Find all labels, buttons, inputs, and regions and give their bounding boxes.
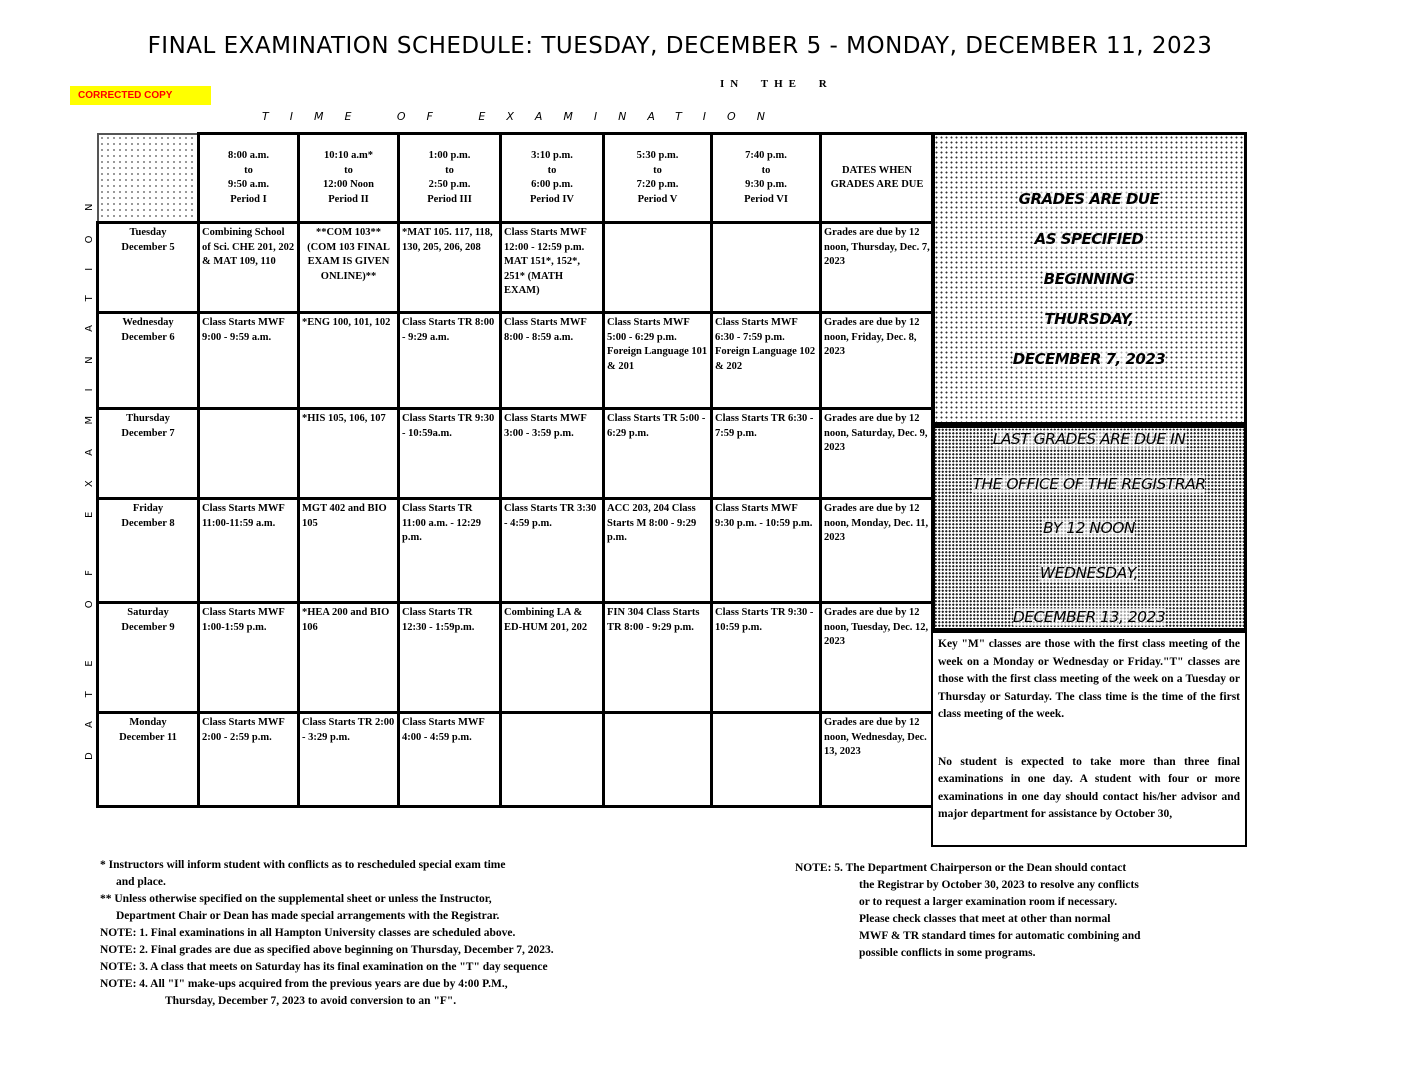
day-cell: Monday December 11 xyxy=(98,713,199,807)
grades-due-cell: Grades are due by 12 noon, Saturday, Dec. 9, 2023 xyxy=(821,409,934,499)
table-row xyxy=(98,409,934,499)
exam-cell: Class Starts MWF 11:00-11:59 a.m. xyxy=(199,499,299,603)
grades-due-cell: Grades are due by 12 noon, Wednesday, Dec. 13, 2023 xyxy=(821,713,934,807)
time-axis-label: TIME OF EXAMINATION xyxy=(262,110,786,123)
footnotes-right xyxy=(795,860,1215,962)
notice-line: LAST GRADES ARE DUE IN xyxy=(992,430,1186,448)
footnote-line: * Instructors will inform student with conflicts as to rescheduled special exam time xyxy=(100,859,506,871)
exam-cell xyxy=(199,409,299,499)
exam-cell: Class Starts MWF 2:00 - 2:59 p.m. xyxy=(199,713,299,807)
table-row xyxy=(98,313,934,409)
exam-cell xyxy=(712,713,821,807)
day-cell: Tuesday December 5 xyxy=(98,223,199,313)
day-cell: Saturday December 9 xyxy=(98,603,199,713)
column-header-period-6: 7:40 p.m. to 9:30 p.m. Period VI xyxy=(712,134,821,223)
corner-cell xyxy=(98,134,199,223)
table-row xyxy=(98,499,934,603)
corrected-copy-badge: CORRECTED COPY xyxy=(70,86,211,105)
exam-cell: MGT 402 and BIO 105 xyxy=(299,499,399,603)
exam-cell: Class Starts TR 9:30 - 10:59a.m. xyxy=(399,409,501,499)
notice-line: WEDNESDAY, xyxy=(1039,563,1139,582)
column-header-period-4: 3:10 p.m. to 6:00 p.m. Period IV xyxy=(501,134,604,223)
day-cell: Friday December 8 xyxy=(98,499,199,603)
key-explanation: Key "M" classes are those with the first class meeting of the week on a Monday or Wednesday or Friday."T" classes are those with the first class meeting of the week on a Tuesday or Thursday or Saturday. The class time is the time of the first class meeting of the week. xyxy=(938,638,1240,720)
grades-due-cell: Grades are due by 12 noon, Friday, Dec. 8, 2023 xyxy=(821,313,934,409)
exam-cell: FIN 304 Class Starts TR 8:00 - 9:29 p.m. xyxy=(604,603,712,713)
exam-cell: Class Starts TR 11:00 a.m. - 12:29 p.m. xyxy=(399,499,501,603)
exam-cell: Combining LA & ED-HUM 201, 202 xyxy=(501,603,604,713)
footnote-line: NOTE: 3. A class that meets on Saturday has its final examination on the "T" day sequence xyxy=(100,961,548,973)
column-header-period-2: 10:10 a.m* to 12:00 Noon Period II xyxy=(299,134,399,223)
exam-cell: *MAT 105. 117, 118, 130, 205, 206, 208 xyxy=(399,223,501,313)
exam-cell: *ENG 100, 101, 102 xyxy=(299,313,399,409)
page-title: FINAL EXAMINATION SCHEDULE: TUESDAY, DECEMBER 5 - MONDAY, DECEMBER 11, 2023 xyxy=(147,33,1213,59)
exam-cell: *HEA 200 and BIO 106 xyxy=(299,603,399,713)
exam-cell: ACC 203, 204 Class Starts M 8:00 - 9:29 p.m. xyxy=(604,499,712,603)
notice-line: AS SPECIFIED xyxy=(1034,229,1144,248)
exam-schedule-table xyxy=(96,132,935,808)
column-header-grades-due: DATES WHEN GRADES ARE DUE xyxy=(821,134,934,223)
column-header-period-1: 8:00 a.m. to 9:50 a.m. Period I xyxy=(199,134,299,223)
footnote-line: MWF & TR standard times for automatic combining and xyxy=(859,930,1141,942)
footnote-line: Thursday, December 7, 2023 to avoid conversion to an "F". xyxy=(165,995,457,1007)
exam-cell: Class Starts TR 9:30 - 10:59 p.m. xyxy=(712,603,821,713)
table-row xyxy=(98,713,934,807)
footnotes-left xyxy=(100,857,660,1010)
footnote-line: NOTE: 5. The Department Chairperson or the Dean should contact xyxy=(795,862,1127,874)
notice-line: GRADES ARE DUE xyxy=(1018,189,1160,208)
header-row xyxy=(98,134,934,223)
exam-cell xyxy=(501,713,604,807)
footnote-line: possible conflicts in some programs. xyxy=(859,947,1036,959)
exam-cell: Class Starts MWF 4:00 - 4:59 p.m. xyxy=(399,713,501,807)
exam-cell: Class Starts MWF 6:30 - 7:59 p.m. Foreign Language 102 & 202 xyxy=(712,313,821,409)
notice-line: DECEMBER 7, 2023 xyxy=(1012,349,1166,368)
exam-cell: Class Starts TR 6:30 - 7:59 p.m. xyxy=(712,409,821,499)
exam-cell xyxy=(604,223,712,313)
exam-cell: Class Starts TR 2:00 - 3:29 p.m. xyxy=(299,713,399,807)
day-cell: Thursday December 7 xyxy=(98,409,199,499)
column-header-period-3: 1:00 p.m. to 2:50 p.m. Period III xyxy=(399,134,501,223)
exam-cell: Class Starts TR 3:30 - 4:59 p.m. xyxy=(501,499,604,603)
notice-line: THURSDAY, xyxy=(1044,309,1134,328)
exam-cell xyxy=(604,713,712,807)
exam-cell: *HIS 105, 106, 107 xyxy=(299,409,399,499)
notice-line: DECEMBER 13, 2023 xyxy=(1012,608,1166,626)
footnote-line: Department Chair or Dean has made special arrangements with the Registrar. xyxy=(116,910,500,922)
notice-line: BEGINNING xyxy=(1043,269,1135,288)
grades-due-cell: Grades are due by 12 noon, Monday, Dec. 11, 2023 xyxy=(821,499,934,603)
notice-line: THE OFFICE OF THE REGISTRAR xyxy=(972,474,1206,493)
footnote-line: NOTE: 1. Final examinations in all Hampton University classes are scheduled above. xyxy=(100,927,516,939)
exam-cell: Class Starts MWF 1:00-1:59 p.m. xyxy=(199,603,299,713)
footnote-line: and place. xyxy=(116,876,166,888)
day-cell: Wednesday December 6 xyxy=(98,313,199,409)
footnote-line: NOTE: 4. All "I" make-ups acquired from the previous years are due by 4:00 P.M., xyxy=(100,978,508,990)
column-header-period-5: 5:30 p.m. to 7:20 p.m. Period V xyxy=(604,134,712,223)
exam-cell xyxy=(712,223,821,313)
exam-cell: Class Starts MWF 3:00 - 3:59 p.m. xyxy=(501,409,604,499)
grades-due-notice-box xyxy=(931,132,1247,425)
exam-cell: **COM 103** (COM 103 FINAL EXAM IS GIVEN ONLINE)** xyxy=(299,223,399,313)
notice-line: BY 12 NOON xyxy=(1043,519,1135,537)
exam-cell: Combining School of Sci. CHE 201, 202 & MAT 109, 110 xyxy=(199,223,299,313)
key-info-box xyxy=(931,631,1247,847)
exam-cell: Class Starts MWF 12:00 - 12:59 p.m. MAT 151*, 152*, 251* (MATH EXAM) xyxy=(501,223,604,313)
last-grades-notice-box xyxy=(931,425,1247,631)
footnote-line: Please check classes that meet at other than normal xyxy=(859,913,1111,925)
exam-cell: Class Starts MWF 9:30 p.m. - 10:59 p.m. xyxy=(712,499,821,603)
exam-cell: Class Starts MWF 9:00 - 9:59 a.m. xyxy=(199,313,299,409)
grades-due-cell: Grades are due by 12 noon, Tuesday, Dec. 12, 2023 xyxy=(821,603,934,713)
footnote-line: or to request a larger examination room if necessary. xyxy=(859,896,1118,908)
footnote-line: the Registrar by October 30, 2023 to resolve any conflicts xyxy=(859,879,1139,891)
exam-cell: Class Starts TR 12:30 - 1:59p.m. xyxy=(399,603,501,713)
max-exams-note: No student is expected to take more than three final examinations in one day. A student with four or more examinations in one day should contact his/her advisor and major department for assistance by October 30, xyxy=(938,755,1240,820)
footnote-line: NOTE: 2. Final grades are due as specified above beginning on Thursday, December 7, 2023. xyxy=(100,944,554,956)
date-axis-label: DATE OF EXAMINATION xyxy=(84,178,95,760)
grades-due-cell: Grades are due by 12 noon, Thursday, Dec. 7, 2023 xyxy=(821,223,934,313)
footnote-line: ** Unless otherwise specified on the supplemental sheet or unless the Instructor, xyxy=(100,893,492,905)
table-row xyxy=(98,223,934,313)
table-row xyxy=(98,603,934,713)
exam-cell: Class Starts TR 5:00 - 6:29 p.m. xyxy=(604,409,712,499)
exam-cell: Class Starts MWF 5:00 - 6:29 p.m. Foreign Language 101 & 201 xyxy=(604,313,712,409)
exam-cell: Class Starts MWF 8:00 - 8:59 a.m. xyxy=(501,313,604,409)
exam-cell: Class Starts TR 8:00 - 9:29 a.m. xyxy=(399,313,501,409)
subtitle-fragment: IN THE R xyxy=(720,78,833,90)
